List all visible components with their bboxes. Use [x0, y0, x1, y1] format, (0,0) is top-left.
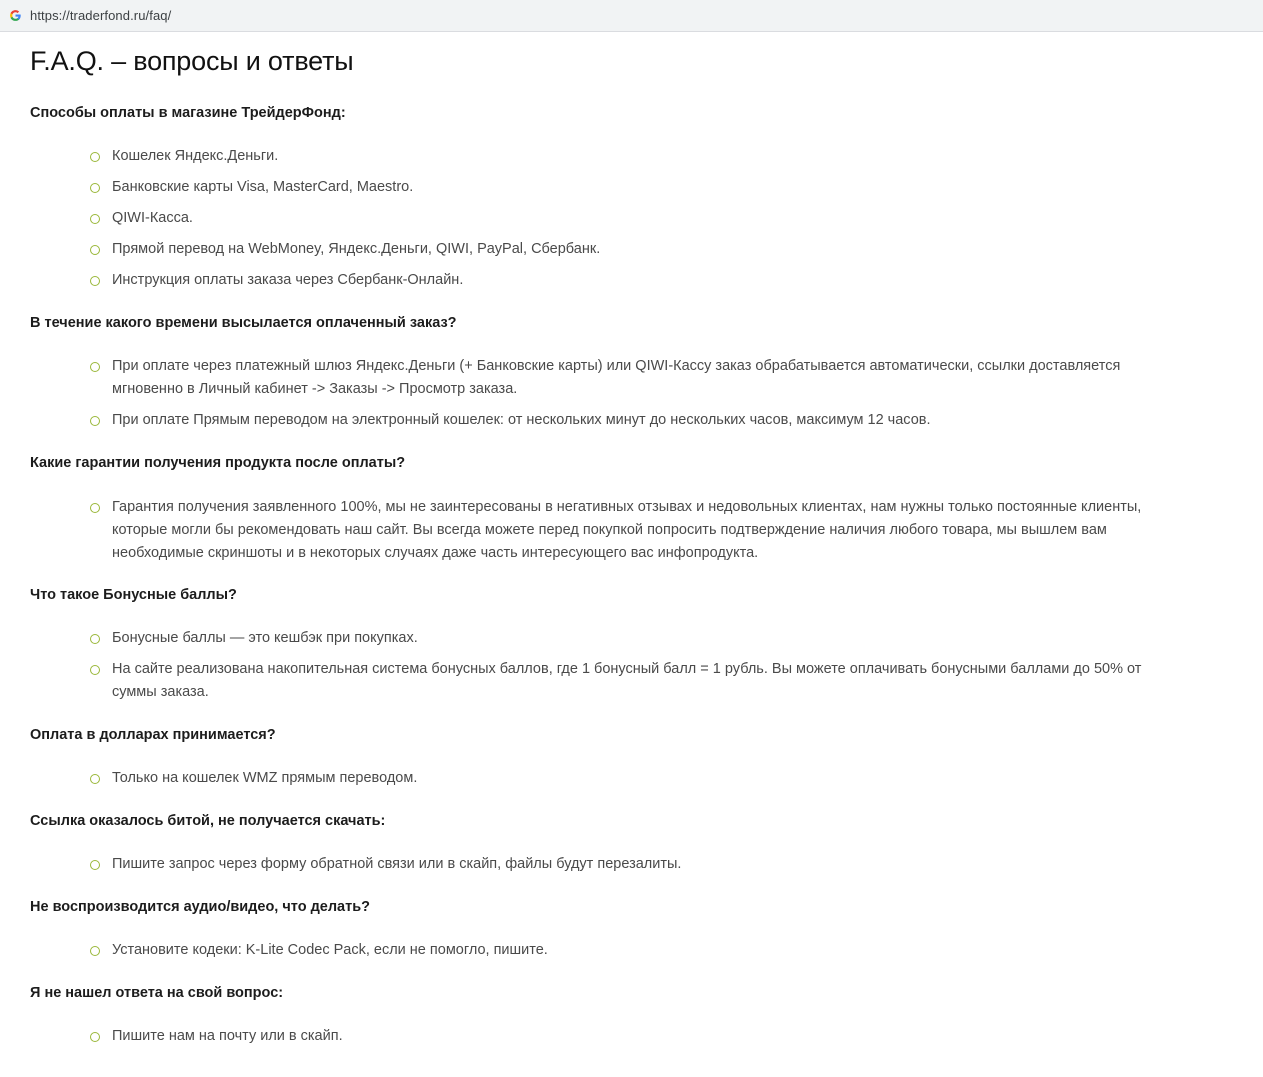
faq-answer: QIWI-Касса.: [112, 210, 193, 226]
circle-bullet-icon: [90, 860, 100, 870]
faq-answer: Бонусные баллы — это кешбэк при покупках.: [112, 630, 418, 646]
circle-bullet-icon: [90, 1032, 100, 1042]
faq-answer: Только на кошелек WMZ прямым переводом.: [112, 770, 418, 786]
circle-bullet-icon: [90, 183, 100, 193]
faq-answer: На сайте реализована накопительная система бонусных баллов, где 1 бонусный балл = 1 рубль. Вы можете оплачивать бонусными баллами до 50% от суммы заказа.: [112, 661, 1142, 700]
url-text[interactable]: https://traderfond.ru/faq/: [30, 8, 172, 23]
faq-answer: Банковские карты Visa, MasterCard, Maestro.: [112, 179, 414, 195]
circle-bullet-icon: [90, 416, 100, 426]
faq-answer: Пишите запрос через форму обратной связи или в скайп, файлы будут перезалиты.: [112, 856, 682, 872]
faq-question: Оплата в долларах принимается?: [30, 727, 276, 743]
circle-bullet-icon: [90, 276, 100, 286]
circle-bullet-icon: [90, 946, 100, 956]
faq-answer: Пишите нам на почту или в скайп.: [112, 1028, 343, 1044]
address-bar[interactable]: [0, 0, 1263, 32]
faq-answer: Кошелек Яндекс.Деньги.: [112, 148, 279, 164]
faq-question: В течение какого времени высылается оплаченный заказ?: [30, 315, 457, 331]
faq-question: Я не нашел ответа на свой вопрос:: [30, 985, 284, 1001]
circle-bullet-icon: [90, 665, 100, 675]
circle-bullet-icon: [90, 503, 100, 513]
faq-answer: Установите кодеки: K-Lite Codec Pack, если не помогло, пишите.: [112, 942, 548, 958]
faq-answer-link[interactable]: Инструкция оплаты заказа через Сбербанк-Онлайн.: [112, 272, 464, 288]
faq-question: Что такое Бонусные баллы?: [30, 587, 237, 603]
circle-bullet-icon: [90, 152, 100, 162]
circle-bullet-icon: [90, 214, 100, 224]
faq-answer: При оплате Прямым переводом на электронный кошелек: от нескольких минут до нескольких часов, максимум 12 часов.: [112, 412, 931, 428]
circle-bullet-icon: [90, 362, 100, 372]
faq-answer: При оплате через платежный шлюз Яндекс.Деньги (+ Банковские карты) или QIWI-Кассу заказ обрабатывается автоматически, ссылки доставляется мгновенно в Личный кабинет -> Заказы -> Просмотр заказа.: [112, 358, 1121, 397]
circle-bullet-icon: [90, 245, 100, 255]
google-icon: [8, 9, 22, 23]
page-title: F.A.Q. – вопросы и ответы: [30, 46, 354, 76]
circle-bullet-icon: [90, 774, 100, 784]
faq-question: Не воспроизводится аудио/видео, что делать?: [30, 899, 370, 915]
circle-bullet-icon: [90, 634, 100, 644]
faq-question: Ссылка оказалось битой, не получается скачать:: [30, 813, 386, 829]
faq-answer: Гарантия получения заявленного 100%, мы не заинтересованы в негативных отзывах и недовольных клиентах, нам нужны только постоянные клиенты, которые могли бы рекомендовать наш сайт. Вы всегда можете перед покупкой попросить подтверждение наличия любого товара, мы вышлем вам необходимые скриншоты и в некоторых случаях даже часть интересующего вас инфопродукта.: [112, 499, 1142, 561]
faq-question: Способы оплаты в магазине ТрейдерФонд:: [30, 105, 346, 121]
faq-answer: Прямой перевод на WebMoney, Яндекс.Деньги, QIWI, PayPal, Сбербанк.: [112, 241, 601, 257]
faq-question: Какие гарантии получения продукта после оплаты?: [30, 455, 406, 471]
